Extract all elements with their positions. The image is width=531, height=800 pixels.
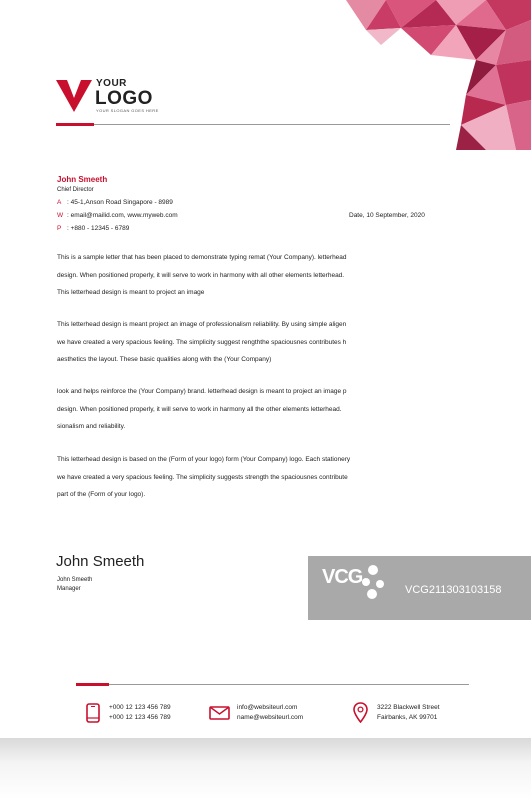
paragraph-line: sionalism and reliability. <box>57 423 126 430</box>
logo-top-word: YOUR <box>96 78 127 89</box>
address-key: A <box>57 199 62 206</box>
watermark-banner <box>308 556 531 620</box>
paragraph-4 <box>57 451 412 504</box>
signature-name: John Smeeth <box>56 553 145 570</box>
header-divider-accent <box>56 123 94 126</box>
footer-phone-2: +000 12 123 456 789 <box>109 714 171 721</box>
paragraph-line: aesthetics the layout. These basic qualities along with the (Your Company) <box>57 356 272 363</box>
paragraph-line: design. When positioned properly, it will serve to work in harmony with all other elements letterhead. <box>57 271 345 279</box>
paragraph-line: This letterhead design is based on the (Form of your logo) form (Your Company) logo. Each stationery <box>57 456 351 463</box>
sender-web <box>57 212 178 219</box>
polygon-decoration <box>346 0 531 150</box>
footer-divider-accent <box>76 683 109 686</box>
watermark-logo: VCG <box>322 566 363 588</box>
paragraph-line: This letterhead design is meant project an image of professionalism reliability. By using simple aligen <box>57 321 347 328</box>
header-divider <box>56 124 450 125</box>
footer-address-2: Fairbanks, AK 99701 <box>377 714 438 721</box>
sender-address <box>57 199 173 206</box>
signature-role: Manager <box>57 586 81 592</box>
web-key: W <box>57 212 64 219</box>
phone-key: P <box>57 225 62 232</box>
letter-date: Date, 10 September, 2020 <box>349 212 425 219</box>
sender-name: John Smeeth <box>57 175 108 184</box>
footer-address-1: 3222 Blackwell Street <box>377 704 440 711</box>
paragraph-line: look and helps reinforce the (Your Company) brand. letterhead design is meant to project an image p <box>57 388 347 395</box>
sender-title: Chief Director <box>57 187 94 193</box>
paragraph-line: This letterhead design is meant to project an image <box>57 289 205 296</box>
location-pin-icon <box>353 702 368 723</box>
paragraph-1 <box>57 249 412 302</box>
footer-emails <box>237 703 303 723</box>
footer-email-2: name@websiteurl.com <box>237 714 304 721</box>
footer-address <box>377 703 440 723</box>
web-value: : email@mailid.com, www.myweb.com <box>67 212 178 219</box>
paragraph-line: we have created a very spacious feeling. The simplicity suggests strength the spaciousnes contribute <box>57 473 348 481</box>
footer-email-1: info@websiteurl.com <box>237 704 298 711</box>
footer-phone-1: +000 12 123 456 789 <box>109 704 171 711</box>
paragraph-line: design. When positioned properly, it will serve to work in harmony all the other elements letterhead. <box>57 405 342 413</box>
paragraph-line: This is a sample letter that has been placed to demonstrate typing remat (Your Company). letterhead <box>57 254 347 261</box>
footer-divider <box>76 684 469 685</box>
footer-phones <box>109 703 171 723</box>
sender-phone <box>57 225 129 232</box>
logo-main-word: LOGO <box>95 88 153 109</box>
phone-icon <box>86 703 100 723</box>
page-shadow <box>0 738 531 800</box>
paragraph-line: part of the (Form of your logo). <box>57 491 146 498</box>
mail-icon <box>209 706 230 720</box>
watermark-id: VCG211303103158 <box>405 584 502 596</box>
signature-small-name: John Smeeth <box>57 577 93 583</box>
logo-v-icon <box>56 80 92 112</box>
paragraph-3 <box>57 383 412 436</box>
address-value: : 45-1,Anson Road Singapore - 8989 <box>67 199 173 206</box>
phone-value: : +880 - 12345 - 6789 <box>67 225 130 232</box>
paragraph-2 <box>57 316 412 369</box>
logo-slogan: YOUR SLOGAN GOES HERE <box>96 108 159 113</box>
watermark-mark-icon <box>360 562 386 602</box>
paragraph-line: we have created a very spacious feeling. The simplicity suggest rengththe spaciousnes contributes h <box>57 338 347 346</box>
